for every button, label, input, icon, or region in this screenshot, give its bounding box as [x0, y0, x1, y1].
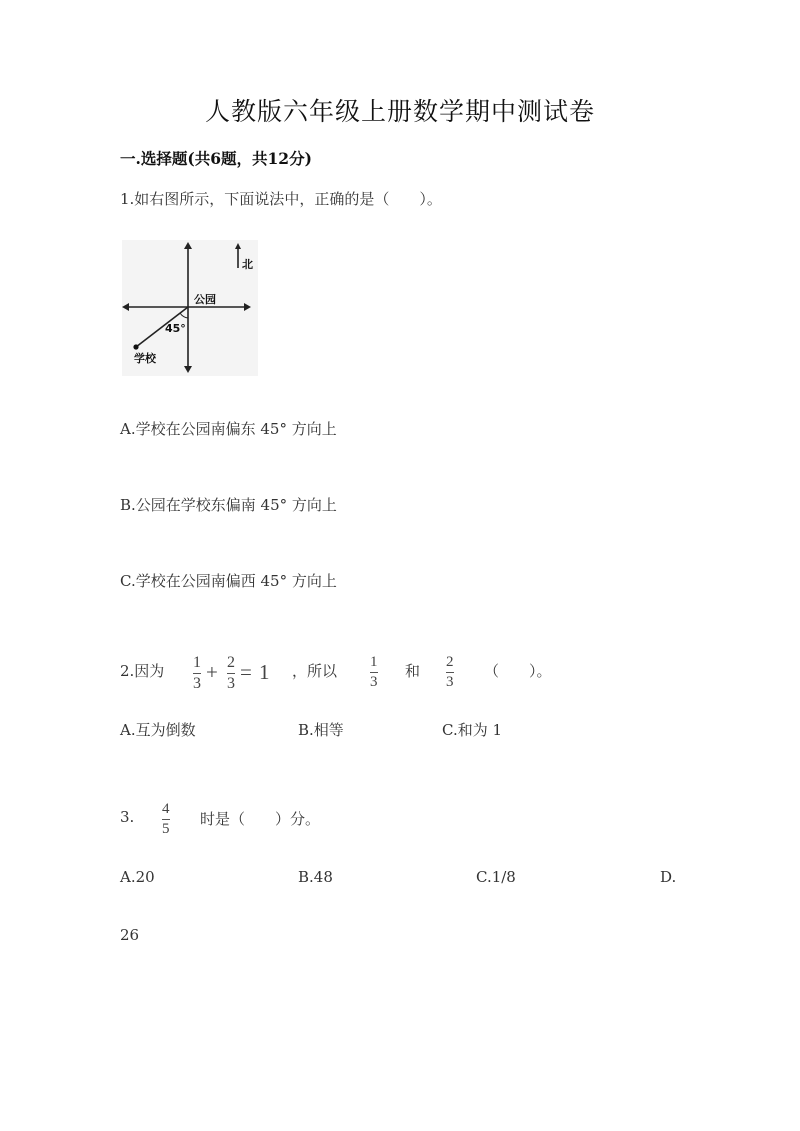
- denominator: 5: [162, 821, 170, 837]
- plus-sign: +: [206, 660, 218, 684]
- denominator: 3: [370, 674, 378, 690]
- equation-fraction-one-third: [193, 655, 201, 692]
- numerator: 4: [162, 801, 170, 817]
- north-label: 北: [242, 258, 253, 271]
- question-1-option-b: B.公园在学校东偏南 45° 方向上: [120, 496, 337, 514]
- question-3-option-a: A.20: [120, 868, 155, 886]
- fraction-bar: [446, 672, 454, 673]
- page-title: 人教版六年级上册数学期中测试卷: [204, 97, 595, 126]
- question-3-option-d: D.: [660, 868, 677, 886]
- question-2-option-b: B.相等: [298, 721, 344, 739]
- equation-result: 1: [259, 660, 270, 684]
- question-2-option-a: A.互为倒数: [120, 721, 196, 739]
- compass-figure: [122, 240, 258, 376]
- fraction-bar: [370, 672, 378, 673]
- question-3-option-c: C.1/8: [476, 868, 516, 886]
- denominator: 3: [227, 675, 235, 692]
- numerator: 1: [370, 654, 378, 670]
- school-label: 学校: [134, 352, 156, 365]
- fraction-one-third: [370, 655, 378, 690]
- question-3-suffix: 时是（ ）分。: [200, 810, 321, 828]
- fraction-bar: [162, 819, 170, 820]
- question-2-suffix: （ ）。: [484, 662, 552, 680]
- fraction-two-thirds: [446, 655, 454, 690]
- park-label: 公园: [194, 293, 216, 306]
- denominator: 3: [193, 675, 201, 692]
- equation-fraction-two-thirds: [227, 655, 235, 692]
- question-2-option-c: C.和为 1: [442, 721, 503, 739]
- question-3-option-b: B.48: [298, 868, 333, 886]
- question-1-option-c: C.学校在公园南偏西 45° 方向上: [120, 572, 337, 590]
- question-1-option-a: A.学校在公园南偏东 45° 方向上: [120, 420, 337, 438]
- question-3-prefix: 3.: [120, 808, 135, 826]
- denominator: 3: [446, 674, 454, 690]
- question-2-prefix: 2.因为: [120, 662, 165, 680]
- fraction-four-fifths: [162, 802, 170, 837]
- question-2-middle: ，所以: [292, 662, 338, 680]
- numerator: 2: [227, 654, 235, 671]
- angle-label: 45°: [165, 322, 186, 335]
- section-heading: 一.选择题(共6题，共12分): [120, 149, 312, 168]
- question-1-stem: 1.如右图所示，下面说法中，正确的是（ ）。: [120, 190, 442, 208]
- question-3-option-d-value: 26: [120, 926, 140, 944]
- fraction-bar: [193, 673, 201, 674]
- compass-diagram: [122, 240, 258, 376]
- question-2-and: 和: [405, 662, 421, 680]
- numerator: 2: [446, 654, 454, 670]
- numerator: 1: [193, 654, 201, 671]
- school-point: [133, 344, 138, 349]
- fraction-bar: [227, 673, 235, 674]
- equals-sign: =: [240, 660, 252, 684]
